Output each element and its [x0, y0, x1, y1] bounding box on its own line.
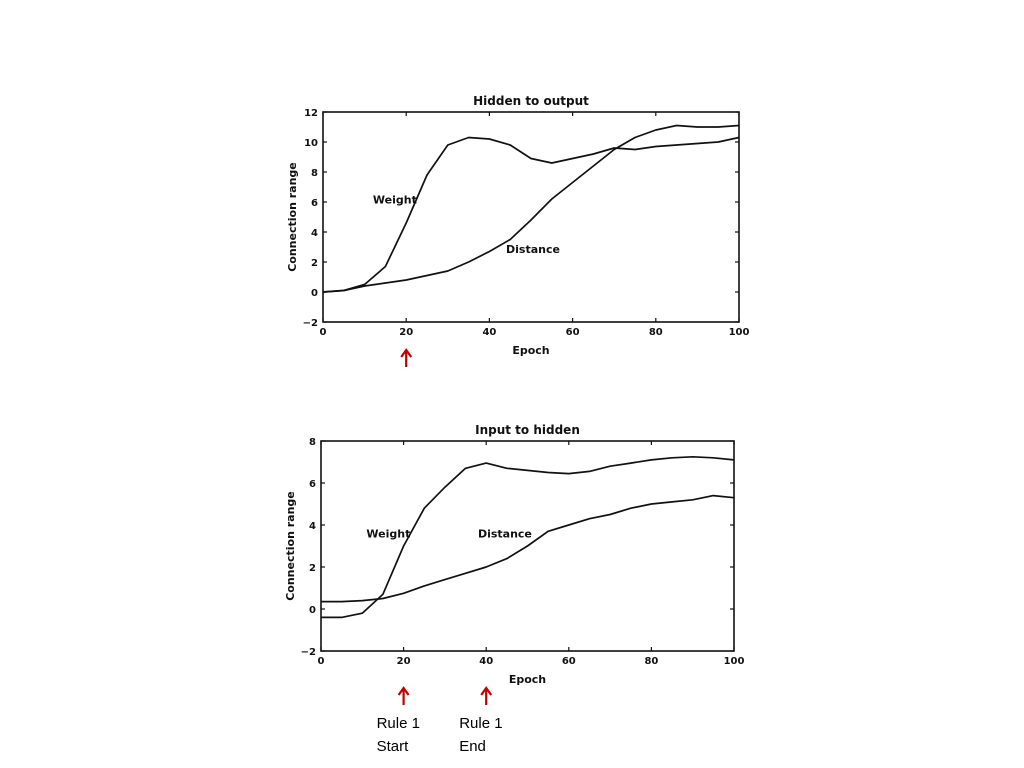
y-axis-label: Connection range: [284, 491, 297, 601]
x-axis-label: Epoch: [512, 344, 550, 357]
y-tick-label: 0: [309, 605, 316, 616]
rule-label-line1: Rule 1: [376, 715, 420, 732]
x-tick-label: 0: [319, 327, 327, 338]
y-tick-label: 8: [309, 437, 316, 448]
series-label-distance: Distance: [506, 243, 560, 256]
x-axis-label: Epoch: [508, 673, 547, 686]
rule-label-line1: Rule 1: [459, 715, 503, 732]
series-label-weight: Weight: [372, 193, 417, 207]
top-arrow-icon: [401, 350, 411, 367]
series-label-weight: Weight: [366, 527, 411, 541]
y-tick-label: −2: [300, 647, 316, 658]
rule-label-line2: End: [459, 738, 486, 755]
series-line-weight: [323, 138, 739, 293]
bottom-arrow-icon: [481, 688, 491, 705]
x-tick-label: 100: [728, 327, 750, 338]
y-tick-label: 6: [309, 479, 316, 490]
y-tick-label: 0: [311, 288, 318, 299]
x-tick-label: 60: [565, 327, 580, 338]
y-tick-label: 8: [311, 168, 318, 179]
x-tick-label: 60: [561, 656, 576, 667]
bottom-arrow-icon: [399, 688, 409, 705]
y-axis-label: Connection range: [286, 162, 299, 272]
x-tick-label: 40: [479, 656, 494, 667]
x-tick-label: 0: [317, 656, 325, 667]
y-tick-label: −2: [302, 318, 318, 329]
y-tick-label: 6: [311, 198, 318, 209]
x-tick-label: 20: [399, 327, 414, 338]
chart-title: Input to hidden: [475, 423, 580, 437]
y-tick-label: 4: [309, 521, 316, 532]
bottom-chart: [284, 423, 744, 686]
plot-frame: [323, 112, 739, 322]
top-chart: [286, 94, 749, 357]
x-tick-label: 100: [723, 656, 745, 667]
x-tick-label: 40: [482, 327, 497, 338]
rule-label-line2: Start: [376, 738, 409, 755]
x-tick-label: 80: [644, 656, 659, 667]
y-tick-label: 4: [311, 228, 318, 239]
chart-title: Hidden to output: [473, 94, 589, 108]
y-tick-label: 10: [304, 138, 318, 149]
series-label-distance: Distance: [477, 527, 532, 541]
series-line-distance: [321, 496, 734, 602]
y-tick-label: 2: [309, 563, 316, 574]
y-tick-label: 2: [311, 258, 318, 269]
x-tick-label: 80: [648, 327, 663, 338]
x-tick-label: 20: [396, 656, 411, 667]
y-tick-label: 12: [304, 108, 318, 119]
